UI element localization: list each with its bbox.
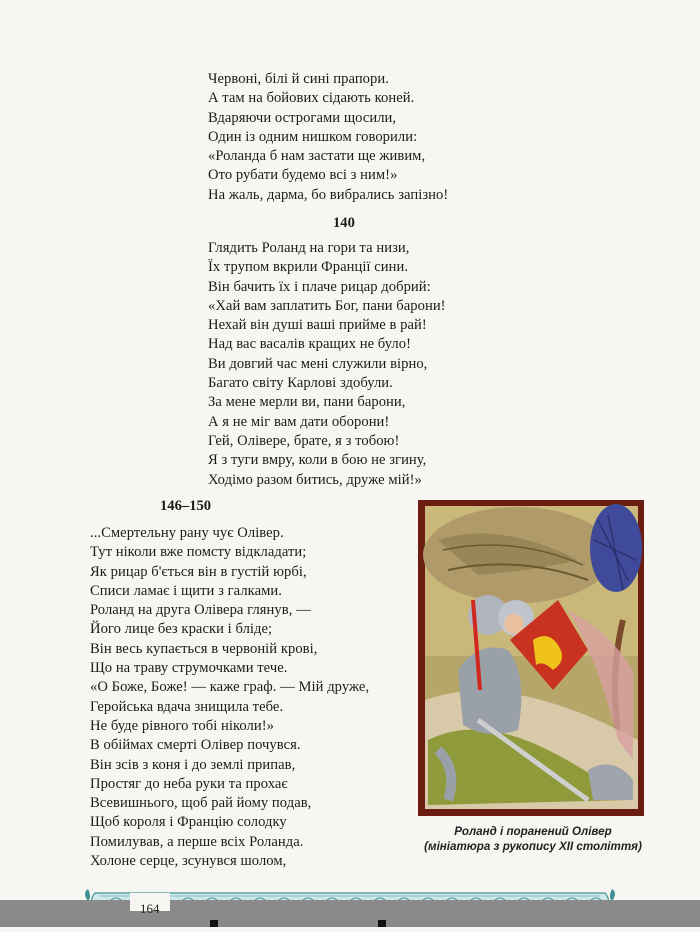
verse-line: Ходімо разом битись, друже мій!» [208, 471, 422, 488]
caption-title: Роланд і поранений Олівер [454, 825, 612, 838]
footer-bottom-bar [0, 900, 700, 927]
verse-line: Щоб короля і Францію солодку [90, 814, 287, 831]
figure-caption [408, 824, 658, 854]
verse-line: Він весь купається в червоній крові, [90, 640, 318, 657]
knight-armor [458, 648, 521, 735]
tree-blue [590, 504, 642, 592]
verse-line: А я не міг вам дати оборони! [208, 413, 390, 430]
verse-line: Один із одним нишком говорили: [208, 128, 418, 145]
verse-line: Що на траву струмочками тече. [90, 660, 288, 677]
footer-ornament [0, 883, 700, 927]
caption-subtitle: (мініатюра з рукопису XII століття) [424, 840, 642, 853]
verse-line: На жаль, дарма, бо вибрались запізно! [208, 186, 449, 203]
miniature-illustration [418, 500, 644, 816]
verse-line: Я з туги вмру, коли в бою не згину, [208, 452, 427, 469]
verse-line: Глядить Роланд на гори та низи, [208, 240, 410, 256]
verse-line: Він бачить їх і плаче рицар добрий: [208, 278, 431, 295]
verse-line: Нехай він душі ваші прийме в рай! [208, 317, 427, 334]
verse-line: Ото рубати будемо всі з ним!» [208, 167, 398, 184]
verse-line: Вдаряючи острогами щосили, [208, 109, 397, 126]
verse-line: Гей, Олівере, брате, я з тобою! [208, 432, 400, 449]
verse-line: «Хай вам заплатить Бог, пани барони! [208, 297, 446, 314]
verse-line: Списи ламає і щити з галками. [90, 582, 282, 599]
verse-line: «Роланда б нам застати ще живим, [208, 148, 426, 165]
verse-line: ...Смертельну рану чує Олівер. [90, 525, 284, 541]
verse-line: В обіймах смерті Олівер почувся. [90, 737, 301, 754]
verse-line: Тут ніколи вже помсту відкладати; [90, 544, 307, 561]
verse-line: Його лице без краски і бліде; [90, 621, 273, 638]
verse-line: Всевишнього, щоб рай йому подав, [90, 795, 312, 812]
stanza-146-150 [90, 524, 369, 871]
verse-line: Простяг до неба руки та прохає [90, 775, 288, 792]
verse-line: Помилував, а перше всіх Роланда. [90, 833, 304, 850]
verse-line: Ви довгий час мені служили вірно, [208, 355, 428, 372]
verse-line: Їх трупом вкрили Франції сини. [208, 259, 409, 276]
verse-line: Не буде рівного тобі ніколи!» [90, 717, 275, 734]
section-heading-146-150: 146–150 [160, 498, 212, 514]
verse-line: Він зсів з коня і до землі припав, [90, 756, 296, 773]
stanza-140 [208, 239, 446, 490]
page-number: 164 [140, 901, 160, 916]
verse-line: «О Боже, Боже! — каже граф. — Мій друже, [90, 679, 370, 696]
verse-line: А там на бойових сідають коней. [208, 90, 415, 107]
stanza-top [208, 70, 448, 205]
verse-line: Багато світу Карлові здобули. [208, 375, 393, 392]
verse-line: Червоні, білі й сині прапори. [208, 71, 389, 87]
verse-line: Як рицар б'ється він в густій юрбі, [90, 563, 307, 580]
verse-line: Геройська вдача знищила тебе. [90, 698, 284, 715]
verse-line: Холоне серце, зсунувся шолом, [90, 853, 287, 870]
verse-line: За мене мерли ви, пани барони, [208, 394, 406, 411]
verse-line: Над вас васалів кращих не було! [208, 336, 412, 353]
verse-line: Роланд на друга Олівера глянув, — [90, 602, 311, 619]
section-heading-140: 140 [333, 215, 355, 231]
